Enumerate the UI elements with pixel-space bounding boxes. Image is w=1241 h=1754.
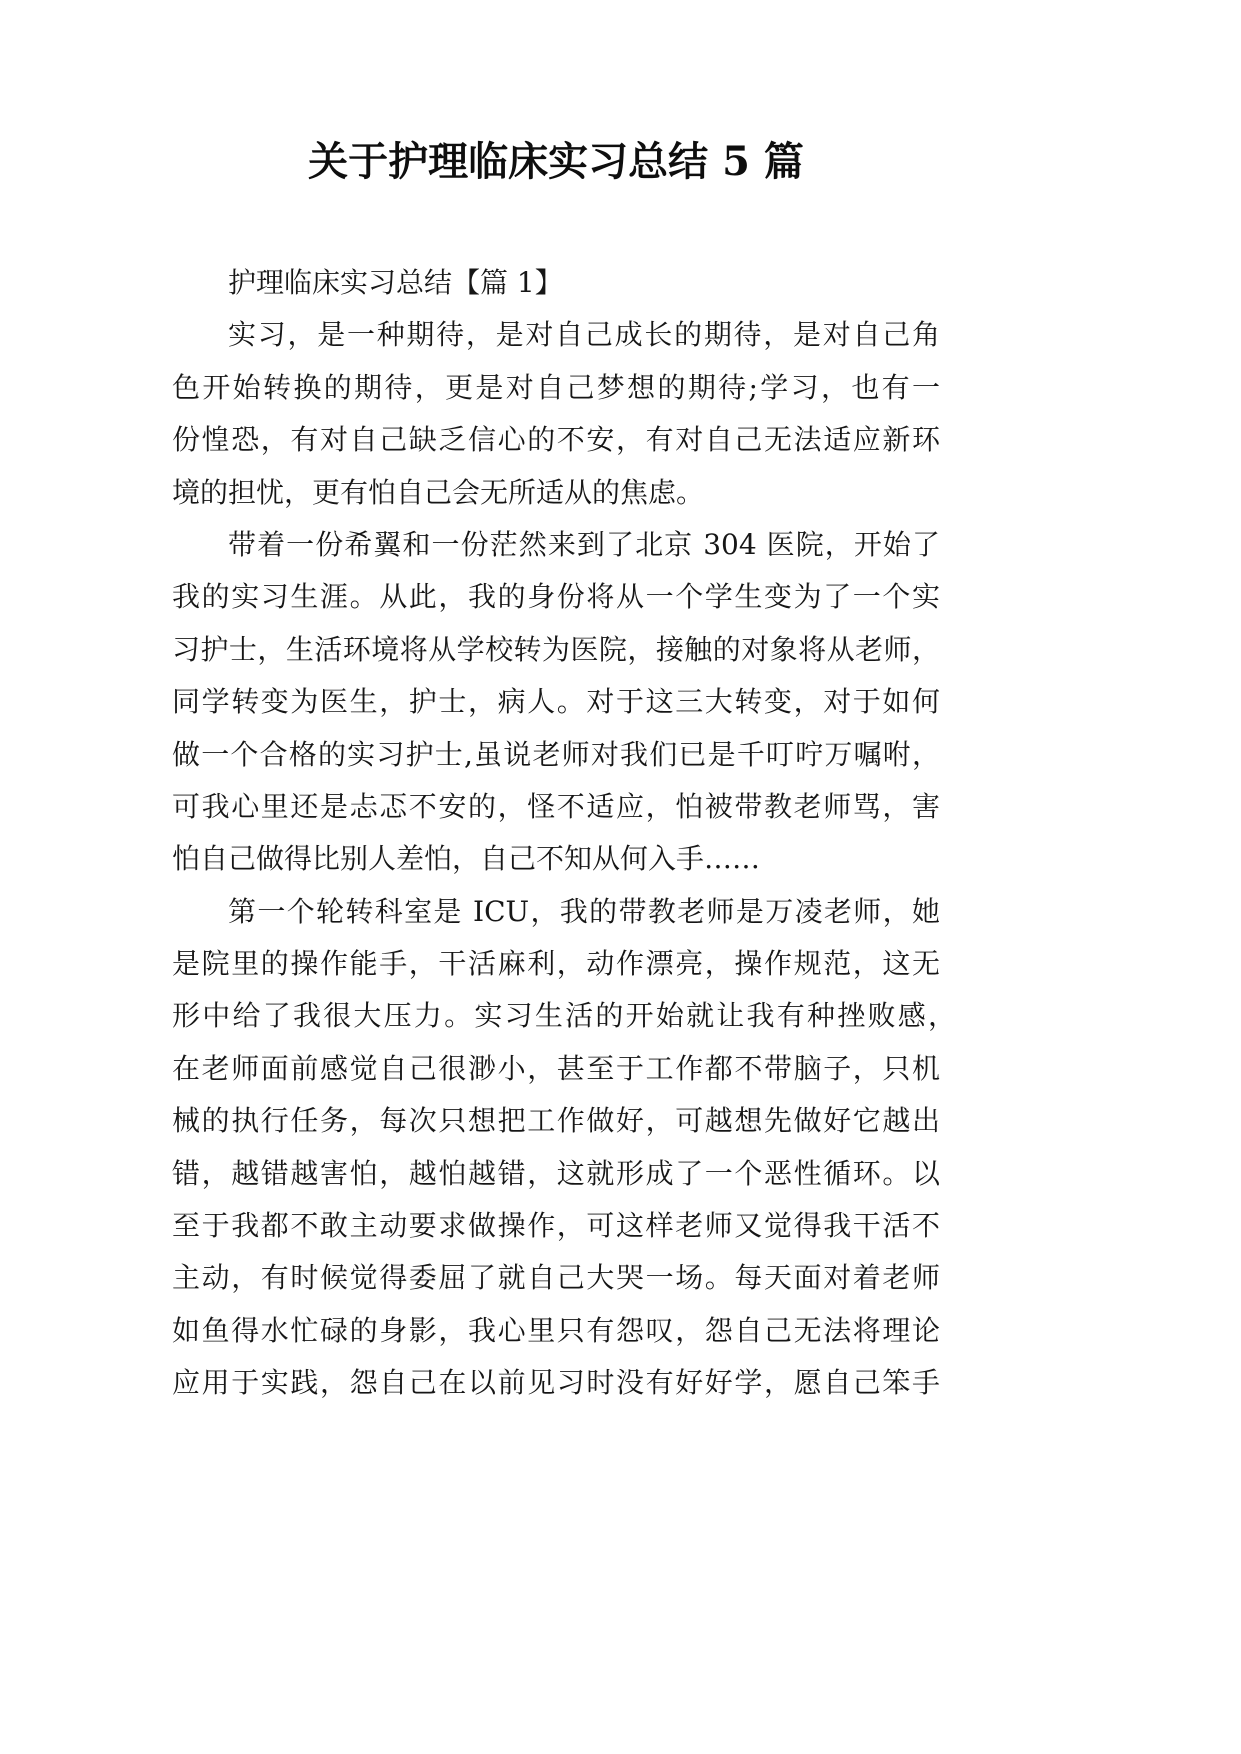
- text-line: 实习，是一种期待，是对自己成长的期待，是对自己角: [228, 318, 940, 352]
- paragraph-1: [172, 309, 940, 519]
- text-line: 同学转变为医生，护士，病人。对于这三大转变，对于如何: [172, 685, 940, 719]
- text-line: 在老师面前感觉自己很渺小，甚至于工作都不带脑子，只机: [172, 1051, 940, 1085]
- text-line: 怕自己做得比别人差怕，自己不知从何入手……: [172, 842, 761, 876]
- text-line: 错，越错越害怕，越怕越错，这就形成了一个恶性循环。以: [172, 1156, 940, 1190]
- section-heading: 护理临床实习总结【篇 1】: [228, 266, 563, 299]
- text-line: 做一个合格的实习护士,虽说老师对我们已是千叮咛万嘱咐，: [172, 737, 940, 771]
- document-title: 关于护理临床实习总结 5 篇: [308, 138, 804, 185]
- text-line: 形中给了我很大压力。实习生活的开始就让我有种挫败感，: [172, 999, 956, 1033]
- text-line: 是院里的操作能手，干活麻利，动作漂亮，操作规范，这无: [172, 947, 940, 981]
- text-line: 带着一份希翼和一份茫然来到了北京 304 医院，开始了: [228, 527, 940, 561]
- text-line: 主动，有时候觉得委屈了就自己大哭一场。每天面对着老师: [172, 1261, 940, 1295]
- text-line: 我的实习生涯。从此，我的身份将从一个学生变为了一个实: [172, 580, 940, 614]
- text-line: 境的担忧，更有怕自己会无所适从的焦虑。: [172, 475, 705, 509]
- text-line: 至于我都不敢主动要求做操作，可这样老师又觉得我干活不: [172, 1209, 940, 1243]
- text-line: 份惶恐，有对自己缺乏信心的不安，有对自己无法适应新环: [172, 423, 940, 457]
- text-line: 如鱼得水忙碌的身影，我心里只有怨叹，怨自己无法将理论: [172, 1313, 940, 1347]
- text-line: 第一个轮转科室是 ICU，我的带教老师是万凌老师，她: [228, 894, 940, 928]
- document-body: [172, 257, 956, 1410]
- text-line: 械的执行任务，每次只想把工作做好，可越想先做好它越出: [172, 1104, 940, 1138]
- text-line: 可我心里还是忐忑不安的，怪不适应，怕被带教老师骂，害: [172, 789, 940, 823]
- paragraph-2: [172, 519, 940, 886]
- text-line: 色开始转换的期待，更是对自己梦想的期待;学习，也有一: [172, 370, 940, 404]
- paragraph-3: [172, 886, 956, 1410]
- text-line: 习护士，生活环境将从学校转为医院，接触的对象将从老师，: [172, 632, 940, 666]
- text-line: 应用于实践，怨自己在以前见习时没有好好学，愿自己笨手: [172, 1366, 940, 1400]
